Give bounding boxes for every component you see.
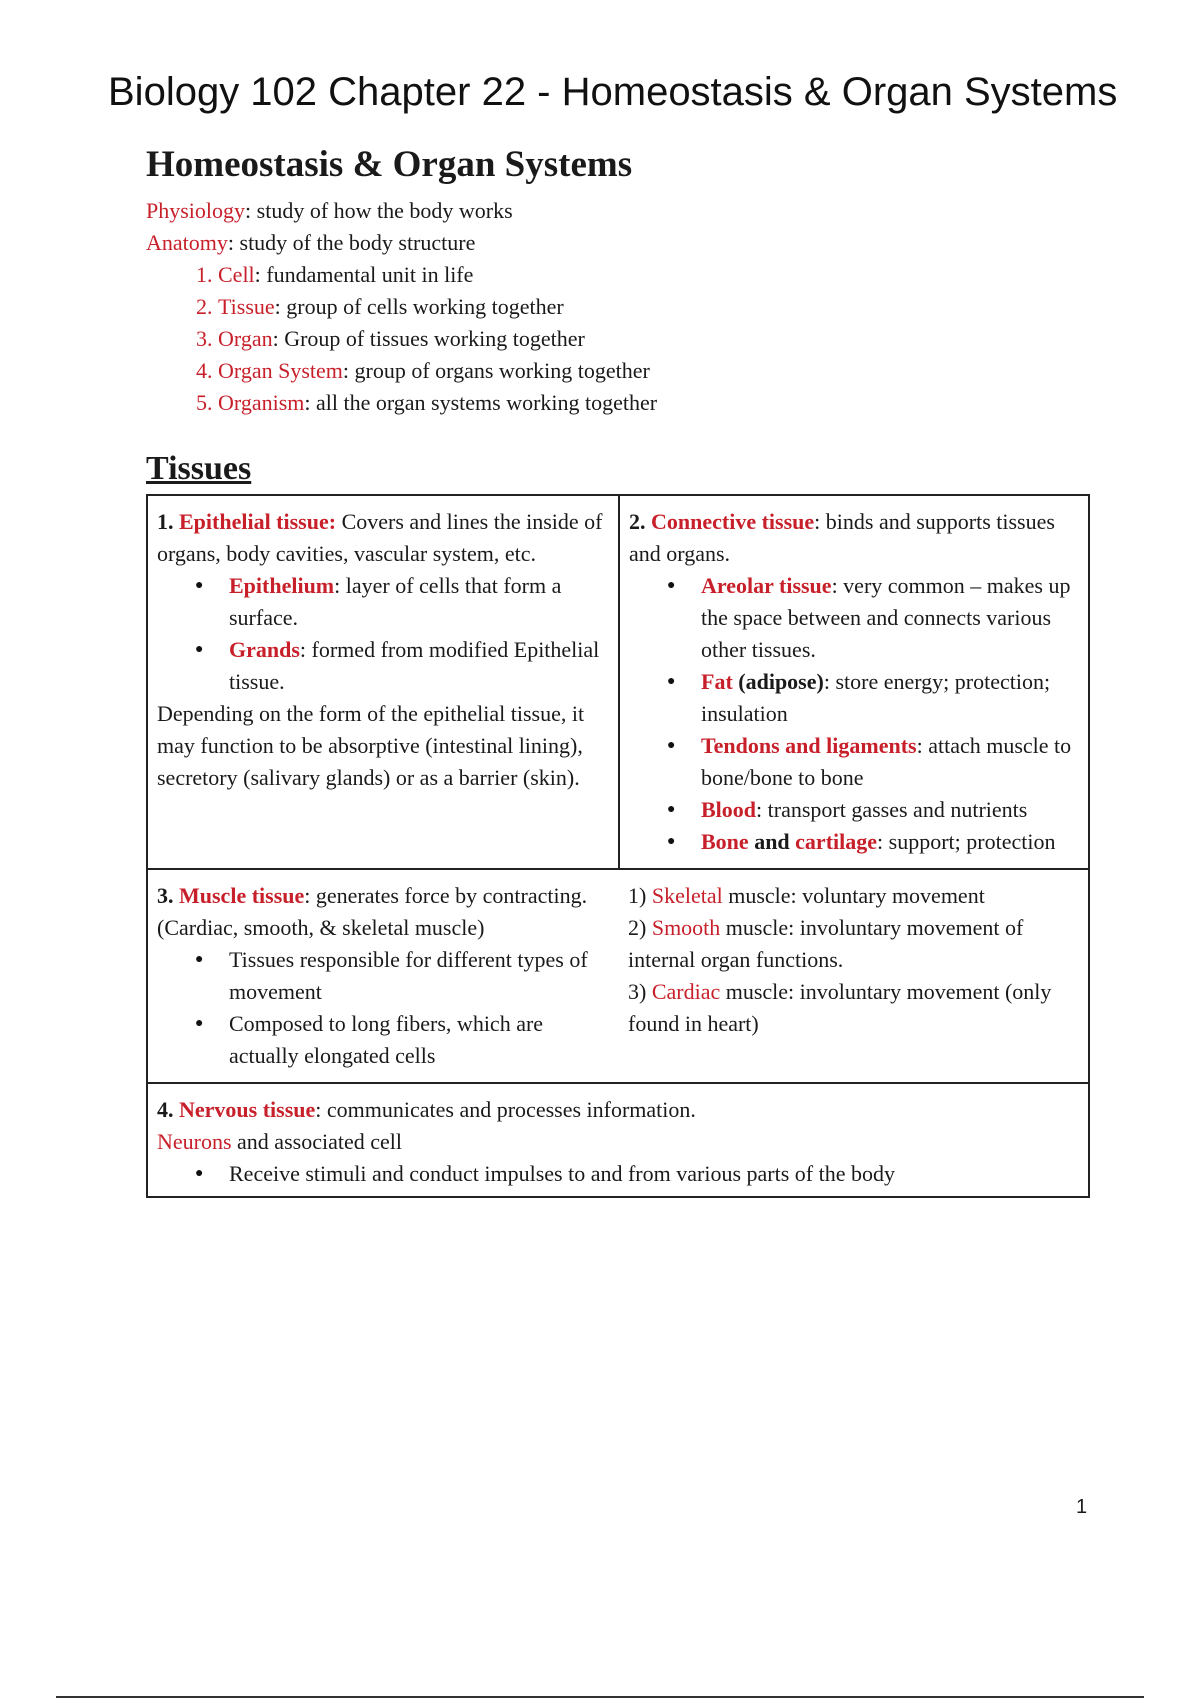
list-item: 3. Organ: Group of tissues working together (218, 323, 1096, 355)
list-item: ● Blood: transport gasses and nutrients (701, 794, 1079, 826)
list-item: ● Composed to long fibers, which are actually elongated cells (229, 1008, 610, 1072)
organization-levels-list (146, 259, 1096, 419)
list-item: ● Receive stimuli and conduct impulses to and from various parts of the body (229, 1158, 1079, 1190)
tissues-table (146, 494, 1090, 1198)
term: Anatomy (146, 230, 228, 256)
page-content (146, 143, 1096, 1198)
nervous-bullets (157, 1158, 1079, 1190)
definition-anatomy: Anatomy: study of the body structure (146, 230, 476, 256)
document-header: Biology 102 Chapter 22 - Homeostasis & Organ Systems (108, 70, 1118, 114)
table-row (147, 869, 1089, 1083)
list-item: ● Grands: formed from modified Epithelial tissue. (229, 634, 609, 698)
list-item: ● Tissues responsible for different types of movement (229, 944, 610, 1008)
epithelial-cell: 1. Epithelial tissue: Covers and lines the inside of organs, body cavities, vascular system, etc. ● Epithelium: layer of cells that form a surface. ● Grands: formed from modified Epithelial tissue. Depending on the form of the epithelial tissue, it may function to be absorptive (intestinal lining), secretory (salivary glands) or as a barrier (skin). (147, 495, 619, 869)
term: Physiology (146, 198, 246, 224)
list-item: ● Epithelium: layer of cells that form a surface. (229, 570, 609, 634)
epithelial-note: Depending on the form of the epithelial tissue, it may function to be absorptive (intestinal lining), secretory (salivary glands) or as a barrier (skin). (157, 701, 585, 791)
section-heading: Homeostasis & Organ Systems (146, 144, 633, 185)
muscle-type-cardiac: 3) Cardiac muscle: involuntary movement (only found in heart) (628, 979, 1052, 1037)
muscle-type-smooth: 2) Smooth muscle: involuntary movement of internal organ functions. (628, 915, 1024, 973)
muscle-bullets (157, 944, 610, 1072)
table-row (147, 495, 1089, 869)
list-item: ● Fat (adipose): store energy; protection; insulation (701, 666, 1079, 730)
list-item: ● Areolar tissue: very common – makes up the space between and connects various other tissues. (701, 570, 1079, 666)
epithelial-bullets (157, 570, 609, 698)
list-item: 4. Organ System: group of organs working together (218, 355, 1096, 387)
muscle-types-cell (619, 869, 1089, 1083)
table-row (147, 1083, 1089, 1197)
tissues-heading: Tissues (146, 450, 252, 488)
list-item: ● Bone and cartilage: support; protection (701, 826, 1079, 858)
muscle-cell: 3. Muscle tissue: generates force by contracting. (Cardiac, smooth, & skeletal muscle) ● Tissues responsible for different types of movement ● Composed to long fibers, which are actually elongated cells (147, 869, 619, 1083)
list-item: 1. Cell: fundamental unit in life (218, 259, 1096, 291)
nervous-cell: 4. Nervous tissue: communicates and processes information. Neurons and associated cell ● Receive stimuli and conduct impulses to and from various parts of the body (147, 1083, 1089, 1197)
connective-cell: 2. Connective tissue: binds and supports tissues and organs. ● Areolar tissue: very common – makes up the space between and connects various other tissues. ● Fat (adipose): store energy; protection; insulation ● Tendons and ligaments: attach muscle to bone/bone to bone ● Blood: transport gasses and nutrients ● Bone and cartilage: support; protection (619, 495, 1089, 869)
muscle-type-skeletal: 1) Skeletal muscle: voluntary movement (628, 883, 985, 909)
definition-physiology: Physiology: study of how the body works (146, 198, 513, 224)
list-item: 2. Tissue: group of cells working together (218, 291, 1096, 323)
list-item: ● Tendons and ligaments: attach muscle to bone/bone to bone (701, 730, 1079, 794)
list-item: 5. Organism: all the organ systems working together (218, 387, 1096, 419)
page-number: 1 (1076, 1496, 1088, 1518)
page-bottom-rule (56, 1696, 1144, 1698)
connective-bullets (629, 570, 1079, 858)
